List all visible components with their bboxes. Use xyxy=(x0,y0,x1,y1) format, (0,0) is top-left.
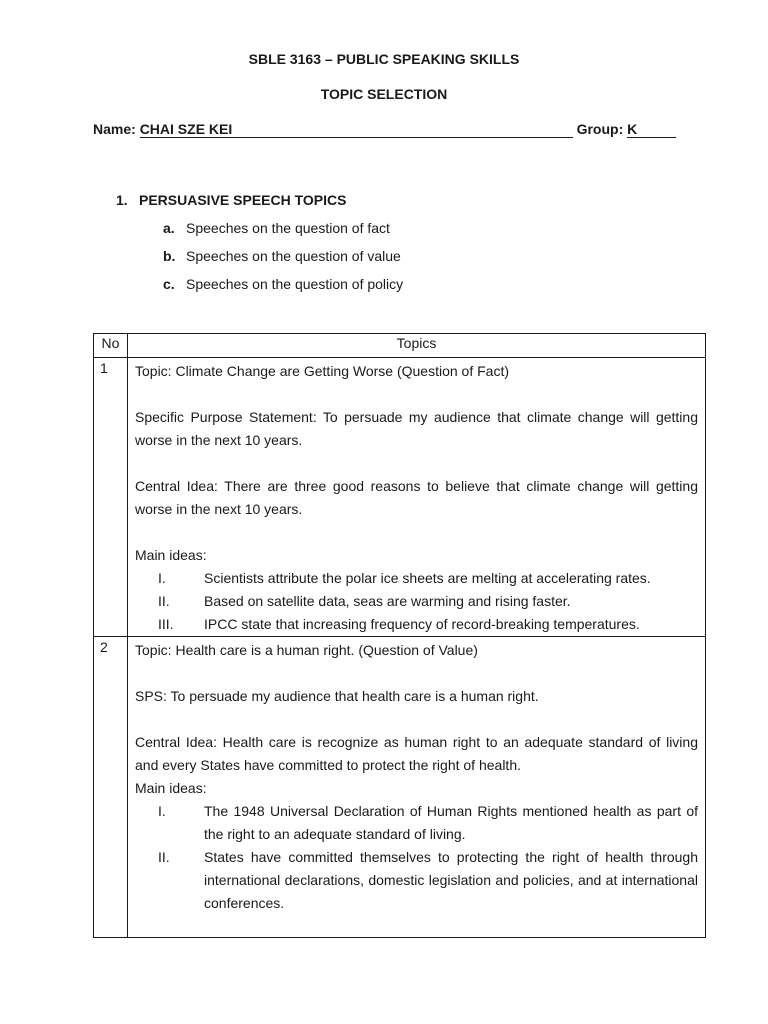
topic-cell xyxy=(128,358,706,637)
central-idea: Central Idea: There are three good reasons to believe that climate change will getting worse in the next 10 years. xyxy=(135,478,698,517)
list-item-letter: b. xyxy=(163,248,176,264)
topic-text: Topic: Climate Change are Getting Worse (Question of Fact) xyxy=(135,363,510,379)
group-value: K xyxy=(627,122,676,138)
central-idea: Central Idea: Health care is recognize as human right to an adequate standard of living and every States have committed to protect the right of health. xyxy=(135,734,698,773)
row-number: 1 xyxy=(94,358,128,637)
list-item xyxy=(163,220,390,236)
main-idea-text: IPCC state that increasing frequency of record-breaking temperatures. xyxy=(204,616,640,632)
purpose-statement: Specific Purpose Statement: To persuade my audience that climate change will getting worse in the next 10 years. xyxy=(135,409,698,448)
section-heading xyxy=(116,192,346,208)
main-idea-text: The 1948 Universal Declaration of Human Rights mentioned health as part of the right to an adequate standard of living. xyxy=(204,803,698,842)
main-idea xyxy=(135,613,698,636)
topics-table xyxy=(93,333,706,938)
table-row xyxy=(94,637,706,938)
name-group-line xyxy=(93,121,693,138)
table-row xyxy=(94,358,706,637)
list-item-letter: c. xyxy=(163,276,175,292)
column-header-no: No xyxy=(94,334,128,358)
main-ideas-label: Main ideas: xyxy=(135,780,207,796)
main-idea-text: Based on satellite data, seas are warming and rising faster. xyxy=(204,593,571,609)
main-idea xyxy=(135,590,698,613)
name-label: Name: xyxy=(93,121,136,137)
main-idea-numeral: II. xyxy=(158,849,170,865)
main-ideas-label: Main ideas: xyxy=(135,547,207,563)
list-item-letter: a. xyxy=(163,220,175,236)
topic-text: Topic: Health care is a human right. (Question of Value) xyxy=(135,642,478,658)
list-item-text: Speeches on the question of policy xyxy=(186,276,404,292)
main-idea-numeral: III. xyxy=(158,616,174,632)
main-idea-text: Scientists attribute the polar ice sheets are melting at accelerating rates. xyxy=(204,570,651,586)
main-idea-numeral: I. xyxy=(158,803,166,819)
main-idea-numeral: I. xyxy=(158,570,166,586)
list-item xyxy=(163,276,403,292)
row-number: 2 xyxy=(94,637,128,938)
column-header-topics: Topics xyxy=(128,334,706,358)
list-item-text: Speeches on the question of fact xyxy=(186,220,390,236)
section-heading-text: PERSUASIVE SPEECH TOPICS xyxy=(139,192,347,208)
main-idea xyxy=(135,567,698,590)
main-idea xyxy=(135,800,698,846)
topic-cell xyxy=(128,637,706,938)
course-title: SBLE 3163 – PUBLIC SPEAKING SKILLS xyxy=(248,51,520,67)
page-title: TOPIC SELECTION xyxy=(320,86,448,102)
group-label: Group: xyxy=(576,121,624,137)
section-number: 1. xyxy=(116,192,128,208)
table-header-row xyxy=(94,334,706,358)
list-item xyxy=(163,248,401,264)
main-idea xyxy=(135,846,698,915)
main-idea-text: States have committed themselves to protecting the right of health through international declarations, domestic legislation and policies, and at international conferences. xyxy=(204,849,698,911)
list-item-text: Speeches on the question of value xyxy=(186,248,401,264)
main-idea-numeral: II. xyxy=(158,593,170,609)
name-value: CHAI SZE KEI xyxy=(140,122,573,138)
purpose-statement: SPS: To persuade my audience that health care is a human right. xyxy=(135,688,539,704)
